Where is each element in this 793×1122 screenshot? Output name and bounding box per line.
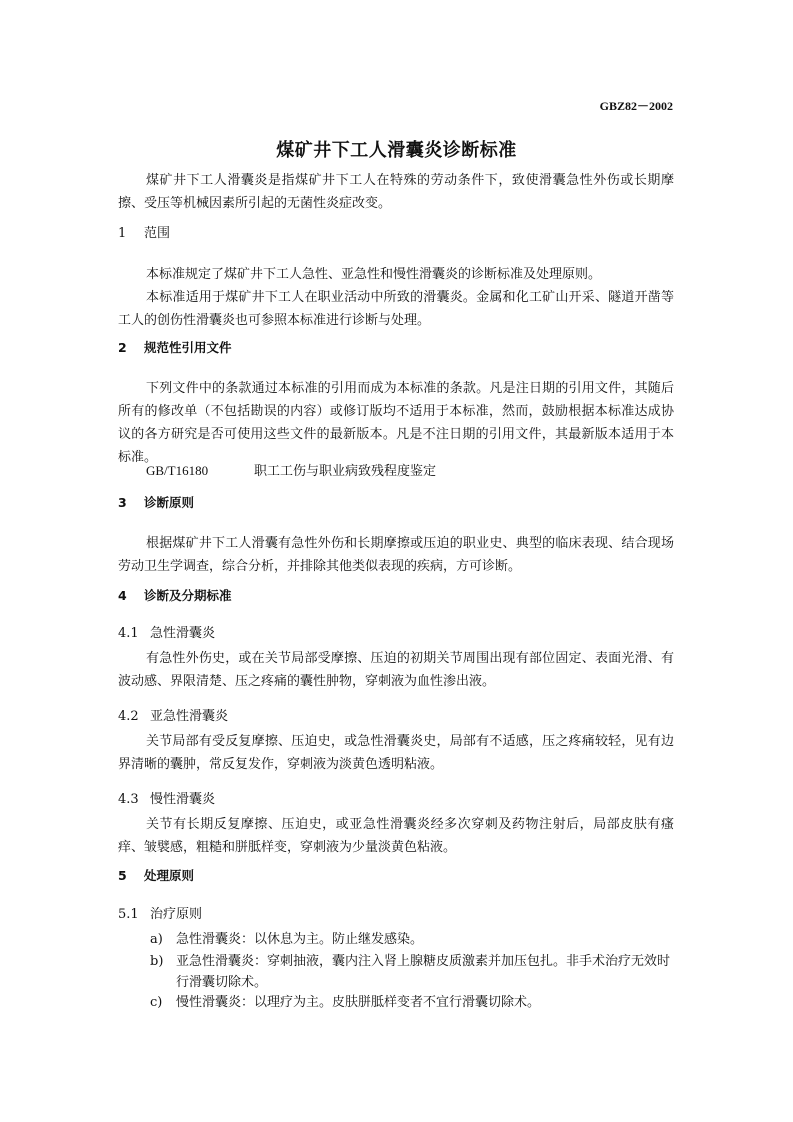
list-item-text: 亚急性滑囊炎：穿刺抽液，囊内注入肾上腺糖皮质激素并加压包扎。非手术治疗无效时行滑囊切除术。 bbox=[176, 954, 671, 990]
reference-code: GB/T16180 bbox=[146, 463, 209, 478]
section-2-paragraph-1: 下列文件中的条款通过本标准的引用而成为本标准的条款。凡是注日期的引用文件，其随后所有的修改单（不包括勘误的内容）或修订版均不适用于本标准，然而，鼓励根据本标准达成协议的各方研究是否可使用这些文件的最新版本。凡是不注日期的引用文件，其最新版本适用于本标准。 bbox=[118, 381, 674, 465]
list-item-text: 急性滑囊炎：以休息为主。防止继发感染。 bbox=[176, 932, 424, 947]
subsection-number: 4.2 bbox=[118, 709, 139, 724]
section-title: 诊断原则 bbox=[144, 495, 195, 510]
normative-reference bbox=[146, 460, 436, 479]
section-number: 1 bbox=[118, 226, 127, 241]
subsection-title: 急性滑囊炎 bbox=[150, 626, 216, 641]
section-2-heading bbox=[118, 338, 232, 356]
subsection-number: 5.1 bbox=[118, 907, 139, 922]
subsection-number: 4.3 bbox=[118, 792, 139, 807]
list-item-label: c) bbox=[150, 995, 163, 1010]
section-4-heading bbox=[118, 586, 232, 604]
subsection-4-3-heading bbox=[118, 788, 215, 807]
standard-code: GBZ82－2002 bbox=[599, 99, 673, 113]
subsection-4-1-text: 有急性外伤史，或在关节局部受摩擦、压迫的初期关节周围出现有部位固定、表面光滑、有波动感、界限清楚、压之疼痛的囊性肿物，穿刺液为血性渗出液。 bbox=[118, 651, 674, 689]
section-1-paragraph-2: 本标准适用于煤矿井下工人在职业活动中所致的滑囊炎。金属和化工矿山开采、隧道开凿等工人的创伤性滑囊炎也可参照本标准进行诊断与处理。 bbox=[118, 290, 674, 328]
list-item-label: a) bbox=[150, 932, 163, 947]
document-title: 煤矿井下工人滑囊炎诊断标准 bbox=[276, 140, 517, 161]
section-5-heading bbox=[118, 866, 194, 884]
subsection-4-2-text: 关节局部有受反复摩擦、压迫史，或急性滑囊炎史，局部有不适感，压之疼痛较轻，见有边界清晰的囊肿，常反复发作，穿刺液为淡黄色透明粘液。 bbox=[118, 734, 674, 772]
list-item-text: 慢性滑囊炎：以理疗为主。皮肤胼胝样变者不宜行滑囊切除术。 bbox=[176, 995, 541, 1010]
subsection-title: 亚急性滑囊炎 bbox=[150, 709, 229, 724]
list-item bbox=[150, 992, 676, 1013]
section-title: 规范性引用文件 bbox=[144, 340, 232, 355]
section-number: 5 bbox=[118, 868, 127, 883]
subsection-4-3-text: 关节有长期反复摩擦、压迫史，或亚急性滑囊炎经多次穿刺及药物注射后，局部皮肤有瘙痒、皱襞感，粗糙和胼胝样变，穿刺液为少量淡黄色粘液。 bbox=[118, 817, 674, 855]
list-item-label: b) bbox=[150, 954, 164, 969]
section-3-paragraph-1: 根据煤矿井下工人滑囊有急性外伤和长期摩擦或压迫的职业史、典型的临床表现、结合现场劳动卫生学调查，综合分析，并排除其他类似表现的疾病，方可诊断。 bbox=[118, 536, 674, 574]
section-title: 处理原则 bbox=[144, 868, 195, 883]
section-title: 范围 bbox=[144, 226, 171, 241]
intro-paragraph: 煤矿井下工人滑囊炎是指煤矿井下工人在特殊的劳动条件下，致使滑囊急性外伤或长期摩擦、受压等机械因素所引起的无菌性炎症改变。 bbox=[118, 173, 674, 211]
section-title: 诊断及分期标准 bbox=[144, 588, 232, 603]
section-1-heading bbox=[118, 222, 170, 241]
subsection-title: 慢性滑囊炎 bbox=[150, 792, 216, 807]
section-3-heading bbox=[118, 493, 194, 511]
section-1-paragraph-1: 本标准规定了煤矿井下工人急性、亚急性和慢性滑囊炎的诊断标准及处理原则。 bbox=[146, 267, 602, 282]
subsection-5-1-heading bbox=[118, 903, 202, 922]
section-number: 2 bbox=[118, 340, 127, 355]
subsection-number: 4.1 bbox=[118, 626, 139, 641]
list-item bbox=[150, 929, 676, 950]
subsection-title: 治疗原则 bbox=[150, 907, 203, 922]
section-number: 3 bbox=[118, 495, 127, 510]
subsection-4-1-heading bbox=[118, 622, 215, 641]
reference-title: 职工工伤与职业病致残程度鉴定 bbox=[254, 464, 437, 479]
subsection-4-2-heading bbox=[118, 705, 228, 724]
section-number: 4 bbox=[118, 588, 127, 603]
list-item bbox=[150, 951, 676, 993]
